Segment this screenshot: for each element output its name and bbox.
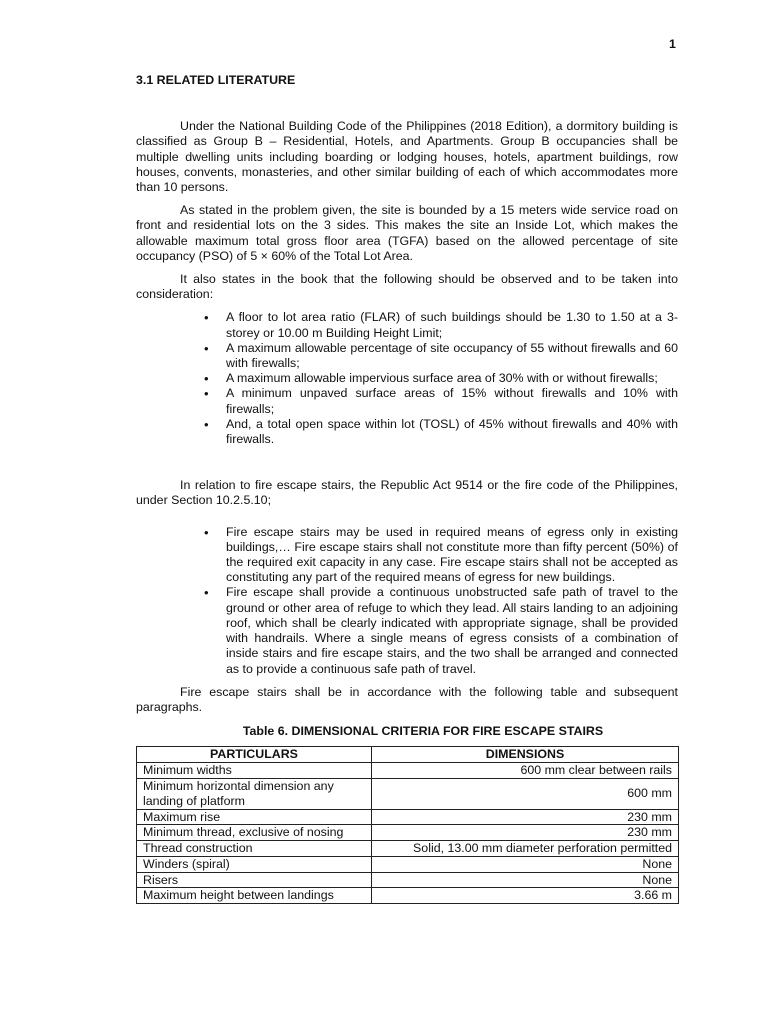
bullet-icon: • [204, 340, 209, 356]
bullet-icon: • [204, 310, 209, 326]
list-item-text: And, a total open space within lot (TOSL) of 45% without firewalls and 40% with firewalls. [226, 416, 678, 447]
cell-dimension: None [372, 856, 679, 872]
cell-dimension: None [372, 872, 679, 888]
cell-dimension: 600 mm clear between rails [372, 763, 679, 779]
list-item-text: A floor to lot area ratio (FLAR) of such buildings should be 1.30 to 1.50 at a 3-storey or 10.00 m Building Height Limit; [226, 310, 678, 340]
list-item [204, 340, 678, 371]
table-row [137, 841, 679, 857]
cell-particular: Minimum widths [137, 763, 372, 779]
column-header-particulars: PARTICULARS [137, 747, 372, 763]
table-row [137, 888, 679, 904]
table-row [137, 856, 679, 872]
table-row [137, 778, 679, 809]
cell-particular: Risers [137, 872, 372, 888]
table-row [137, 872, 679, 888]
list-item [204, 416, 678, 447]
table-row [137, 763, 679, 779]
cell-dimension: 3.66 m [372, 888, 679, 904]
table-header-row [137, 747, 679, 763]
list-item [204, 585, 678, 676]
cell-dimension: 600 mm [372, 778, 679, 809]
list-item [204, 386, 678, 416]
bullet-icon: • [204, 524, 209, 540]
bullet-icon: • [204, 416, 209, 432]
paragraph-fire-code-intro: In relation to fire escape stairs, the Republic Act 9514 or the fire code of the Philippines, under Section 10.2.5.10; [136, 478, 678, 508]
table-row [137, 825, 679, 841]
list-item [204, 524, 678, 586]
cell-particular: Minimum thread, exclusive of nosing [137, 825, 372, 841]
cell-dimension: 230 mm [372, 809, 679, 825]
cell-particular: Thread construction [137, 841, 372, 857]
cell-particular: Winders (spiral) [137, 856, 372, 872]
paragraph-building-classification: Under the National Building Code of the Philippines (2018 Edition), a dormitory building is classified as Group B – Residential, Hotels, and Apartments. Group B occupancies shall be multiple dwelling units including boarding or lodging houses, hotels, apartment buildings, row houses, convents, monasteries, and other similar building of each of which accommodates more than 10 persons. [136, 119, 678, 195]
section-heading: 3.1 RELATED LITERATURE [136, 73, 296, 87]
table-row [137, 809, 679, 825]
column-header-dimensions: DIMENSIONS [372, 747, 679, 763]
page-number: 1 [669, 37, 676, 51]
cell-particular: Maximum height between landings [137, 888, 372, 904]
list-item-text: Fire escape stairs may be used in required means of egress only in existing buildings,… Fire escape stairs shall not constitute more than fifty percent (50%) of the required exit capacity in any case. Fire escape stairs shall not be accepted as constituting any part of the required means of egress for new buildings. [226, 524, 678, 585]
cell-dimension: Solid, 13.00 mm diameter perforation permitted [372, 841, 679, 857]
bullet-icon: • [204, 371, 209, 387]
cell-particular: Maximum rise [137, 809, 372, 825]
cell-dimension: 230 mm [372, 825, 679, 841]
document-body [136, 73, 678, 904]
fire-escape-rules-list [136, 525, 678, 677]
list-item-text: Fire escape shall provide a continuous unobstructed safe path of travel to the ground or other area of refuge to which they lead. All stairs landing to an adjoining roof, which shall be clearly indicated with appropriate signage, shall be provided with handrails. Where a single means of egress consists of a combination of inside stairs and fire escape stairs, and the two shall be arranged and connected as to provide a continuous safe path of travel. [226, 585, 678, 676]
table-title: Table 6. DIMENSIONAL CRITERIA FOR FIRE ESCAPE STAIRS [242, 724, 604, 739]
list-item-text: A minimum unpaved surface areas of 15% without firewalls and 10% with firewalls; [226, 386, 678, 416]
paragraph-observations-intro: It also states in the book that the following should be observed and to be taken into consideration: [136, 272, 678, 302]
bullet-icon: • [204, 585, 209, 601]
paragraph-site-description: As stated in the problem given, the site is bounded by a 15 meters wide service road on front and residential lots on the 3 sides. This makes the site an Inside Lot, which makes the allowable maximum total gross floor area (TGFA) based on the allowed percentage of site occupancy (PSO) of 5 × 60% of the Total Lot Area. [136, 203, 678, 263]
list-item-text: A maximum allowable impervious surface area of 30% with or without firewalls; [226, 371, 658, 386]
cell-particular: Minimum horizontal dimension any landing of platform [137, 778, 372, 809]
list-item-text: A maximum allowable percentage of site occupancy of 55 without firewalls and 60 with firewalls; [226, 340, 678, 371]
paragraph-table-intro: Fire escape stairs shall be in accordance with the following table and subsequent paragraphs. [136, 684, 678, 714]
list-item [204, 371, 678, 387]
list-item [204, 310, 678, 340]
bullet-icon: • [204, 386, 209, 402]
building-requirements-list [136, 310, 678, 447]
fire-escape-criteria-table [136, 746, 679, 904]
